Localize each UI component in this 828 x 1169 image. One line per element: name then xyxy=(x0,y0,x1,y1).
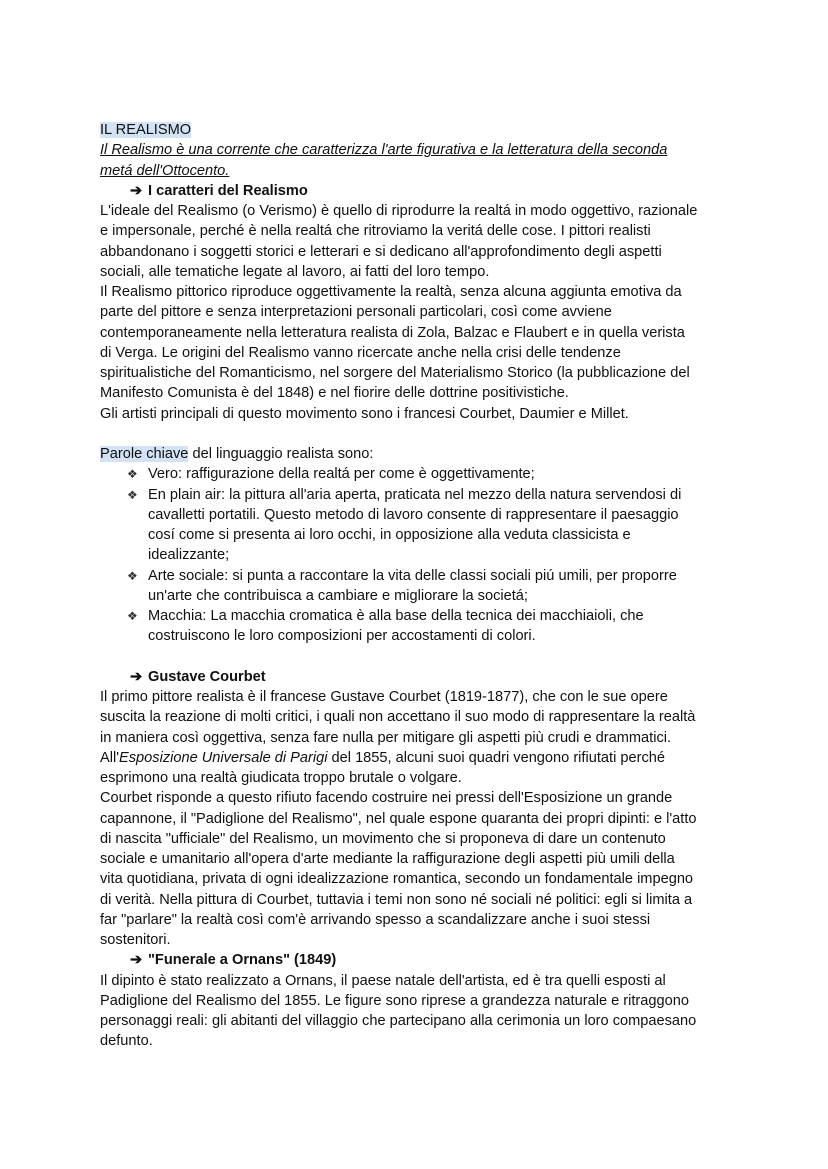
list-item xyxy=(100,566,740,607)
text-line: Gli artisti principali di questo movimento sono i francesi Courbet, Daumier e Millet. xyxy=(100,405,629,422)
expo-italic: Esposizione Universale di Parigi xyxy=(119,749,328,766)
list-item-line xyxy=(100,464,740,484)
list-item-text: Macchia: La macchia cromatica è alla base della tecnica dei macchiaioli, che xyxy=(148,608,644,624)
diamond-bullet-icon: ❖ xyxy=(127,568,138,583)
text-line: in maniera così oggettiva, senza fare nulla per mitigare gli aspetti più crudi e drammatici. xyxy=(100,729,672,746)
list-item-line xyxy=(100,485,740,505)
text-line: spiritualistiche del Romanticismo, nel sorgere del Materialismo Storico (la pubblicazione del xyxy=(100,365,690,381)
section-heading-caratteri xyxy=(100,181,740,201)
text-line: capannone, il "Padiglione del Realismo", nel quale espone quaranta dei propri dipinti: e l'atto xyxy=(100,810,697,827)
text-line: suscita la reazione di molti critici, i quali non accettano il suo modo di rappresentare la realtà xyxy=(100,709,696,726)
text-line: parte del pittore e senza interpretazioni personali particolari, così come avviene xyxy=(100,304,612,321)
heading-text: Gustave Courbet xyxy=(148,668,266,685)
list-item-text: En plain air: la pittura all'aria aperta, praticata nel mezzo della natura servendosi di xyxy=(148,486,682,503)
funerale-body xyxy=(100,971,740,1052)
text-line: di Verga. Le origini del Realismo vanno ricercate anche nella crisi delle tendenze xyxy=(100,344,621,361)
list-item-line xyxy=(100,586,740,606)
text-line: esprimono una realtà giudicata troppo brutale o volgare. xyxy=(100,770,462,786)
text-line: contemporaneamente nella letteratura realista di Zola, Balzac e Flaubert e in quella verista xyxy=(100,324,685,341)
text-line: abbandonano i soggetti storici e letterari e si dedicano all'approfondimento degli aspetti xyxy=(100,243,662,260)
arrow-icon: ➔ xyxy=(130,182,143,199)
section-heading-courbet xyxy=(100,667,740,687)
expo-line xyxy=(100,748,740,768)
text-line: Padiglione del Realismo del 1855. Le figure sono riprese a grandezza naturale e ritraggono xyxy=(100,992,689,1009)
list-item-text: un'arte che contribuisca a cambiare e migliorare la societá; xyxy=(148,587,528,604)
list-item-line xyxy=(100,606,740,626)
list-item xyxy=(100,485,740,566)
parole-highlight: Parole chiave xyxy=(100,446,189,462)
list-item-text: cosí come si presenta ai loro occhi, in opposizione alla veduta classicista e xyxy=(148,527,631,543)
text-line: di nascita "ufficiale" del Realismo, un movimento che si proponeva di dare un contenuto xyxy=(100,830,666,847)
parole-intro xyxy=(100,444,740,464)
arrow-icon: ➔ xyxy=(130,952,143,969)
arrow-icon: ➔ xyxy=(130,668,143,685)
list-item-line xyxy=(100,545,740,565)
diamond-bullet-icon: ❖ xyxy=(127,609,138,623)
list-item xyxy=(100,464,740,484)
list-item-text: costruiscono le loro composizioni per accostamenti di colori. xyxy=(148,628,536,645)
text-line: di verità. Nella pittura di Courbet, tuttavia i temi non sono né sociali né politici: egli si limita a xyxy=(100,891,693,908)
list-item-line xyxy=(100,525,740,545)
text-line: sociale e umanitario all'opera d'arte mediante la raffigurazione degli aspetti più umili della xyxy=(100,851,675,867)
keyword-list xyxy=(100,464,740,646)
list-item-text: idealizzante; xyxy=(148,547,230,564)
heading-text: I caratteri del Realismo xyxy=(148,182,308,199)
list-item xyxy=(100,606,740,647)
list-item-text: Arte sociale: si punta a raccontare la vita delle classi sociali piú umili, per proporre xyxy=(148,567,677,584)
section-heading-funerale xyxy=(100,950,740,970)
diamond-bullet-icon: ❖ xyxy=(127,467,138,482)
list-item-line xyxy=(100,566,740,586)
list-item-text: Vero: raffigurazione della realtá per come è oggettivamente; xyxy=(148,466,535,483)
courbet-body-b xyxy=(100,768,740,950)
text-line: sostenitori. xyxy=(100,932,171,948)
list-item-line xyxy=(100,626,740,646)
list-item-line xyxy=(100,505,740,525)
text-line: L'ideale del Realismo (o Verismo) è quello di riprodurre la realtá in modo oggettivo, razionale xyxy=(100,203,698,219)
text-line: sociali, alle tematiche legate al lavoro, ai fatti del loro tempo. xyxy=(100,263,490,280)
text-line: e impersonale, perché è nella realtá che ritroviamo la veritá delle cose. I pittori realisti xyxy=(100,223,651,240)
text-line: defunto. xyxy=(100,1033,153,1050)
text-line: Il dipinto è stato realizzato a Ornans, il paese natale dell'artista, ed è tra quelli esposti al xyxy=(100,972,666,989)
text: del 1855, alcuni suoi quadri vengono rifiutati perché xyxy=(327,749,665,766)
text-line: Courbet risponde a questo rifiuto facendo costruire nei pressi dell'Esposizione un grande xyxy=(100,790,673,807)
diamond-bullet-icon: ❖ xyxy=(127,487,138,502)
text-line: personaggi reali: gli abitanti del villaggio che partecipano alla cerimonia un loro compaesano xyxy=(100,1013,697,1029)
text-line: Il primo pittore realista è il francese Gustave Courbet (1819-1877), che con le sue opere xyxy=(100,689,668,705)
text-line: Il Realismo pittorico riproduce oggettivamente la realtà, senza alcuna aggiunta emotiva da xyxy=(100,284,682,300)
text-line: far "parlare" la realtà così com'è arrivando spesso a scandalizzare anche i suoi stessi xyxy=(100,911,651,928)
parole-intro-rest: del linguaggio realista sono: xyxy=(188,446,374,462)
subtitle-line: metá dell'Ottocento. xyxy=(100,162,230,179)
text: All' xyxy=(100,749,120,766)
courbet-body-a xyxy=(100,687,740,748)
document xyxy=(100,120,740,1052)
document-title: IL REALISMO xyxy=(100,122,192,138)
subtitle-line: Il Realismo è una corrente che caratterizza l'arte figurativa e la letteratura della seconda xyxy=(100,142,668,159)
text-line: Manifesto Comunista è del 1848) e nel fiorire delle dottrine positivistiche. xyxy=(100,385,569,402)
list-item-text: cavalletti portatili. Questo metodo di lavoro consente di rappresentare il paesaggio xyxy=(148,506,679,523)
title-line xyxy=(100,120,740,140)
caratteri-body xyxy=(100,201,740,424)
text-line: vita quotidiana, privata di ogni idealizzazione romantica, secondo un fondamentale impegno xyxy=(100,871,694,888)
heading-text: "Funerale a Ornans" (1849) xyxy=(148,952,337,969)
